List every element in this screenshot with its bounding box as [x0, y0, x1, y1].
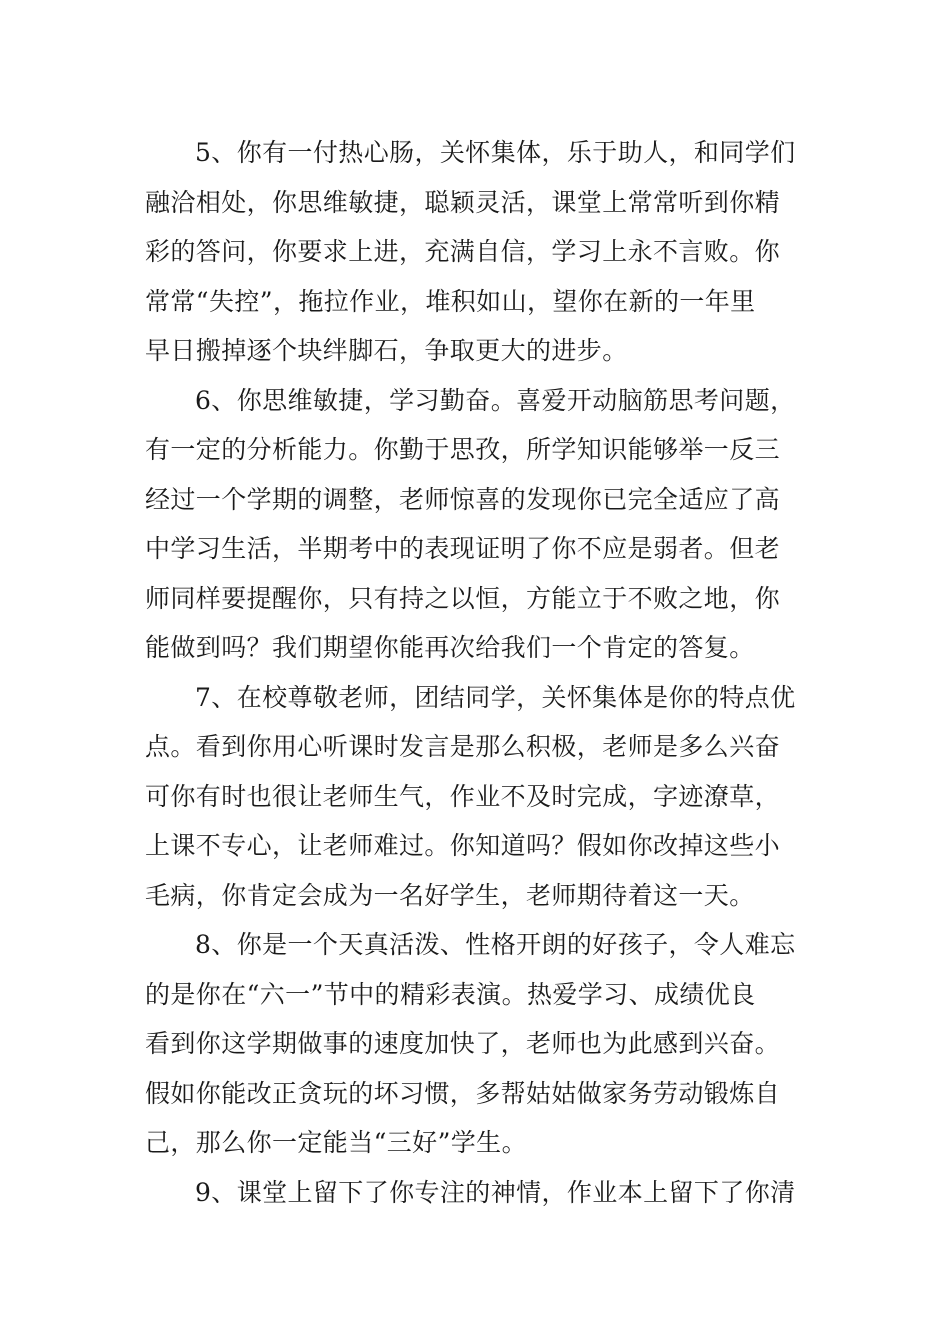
paragraph-7 — [145, 673, 805, 921]
text-line: 己，那么你一定能当“三好”学生。 — [145, 1128, 527, 1157]
text-line: 常常“失控”，拖拉作业，堆积如山，望你在新的一年里 — [145, 286, 756, 316]
text-line: 中学习生活，半期考中的表现证明了你不应是弱者。但老 — [145, 534, 781, 563]
text-line: 7、在校尊敬老师，团结同学，关怀集体是你的特点优 — [195, 682, 796, 712]
text-line: 经过一个学期的调整，老师惊喜的发现你已完全适应了高 — [145, 484, 781, 514]
paragraph-5 — [145, 128, 805, 376]
text-line: 6、你思维敏捷，学习勤奋。喜爱开动脑筋思考问题， — [195, 385, 796, 415]
text-line: 5、你有一付热心肠，关怀集体，乐于助人，和同学们 — [195, 138, 796, 167]
text-line: 师同样要提醒你，只有持之以恒，方能立于不败之地，你 — [145, 583, 781, 613]
text-line: 假如你能改正贪玩的坏习惯，多帮姑姑做家务劳动锻炼自 — [145, 1078, 781, 1108]
text-line: 上课不专心，让老师难过。你知道吗？假如你改掉这些小 — [145, 831, 781, 860]
text-line: 看到你这学期做事的速度加快了，老师也为此感到兴奋。 — [145, 1029, 781, 1058]
document-body — [145, 128, 805, 1217]
text-line: 有一定的分析能力。你勤于思孜，所学知识能够举一反三 — [145, 435, 781, 464]
text-line: 8、你是一个天真活泼、性格开朗的好孩子，令人难忘 — [195, 930, 796, 959]
text-line: 毛病，你肯定会成为一名好学生，老师期待着这一天。 — [145, 880, 755, 910]
text-line: 融洽相处，你思维敏捷，聪颖灵活，课堂上常常听到你精 — [145, 187, 781, 217]
text-line: 能做到吗？我们期望你能再次给我们一个肯定的答复。 — [145, 633, 755, 662]
text-line: 点。看到你用心听课时发言是那么积极，老师是多么兴奋 — [145, 732, 781, 761]
text-line: 可你有时也很让老师生气，作业不及时完成，字迹潦草， — [145, 781, 781, 811]
text-line: 的是你在“六一”节中的精彩表演。热爱学习、成绩优良 — [145, 979, 756, 1009]
paragraph-8 — [145, 920, 805, 1168]
paragraph-6 — [145, 376, 805, 673]
text-line: 彩的答问，你要求上进，充满自信，学习上永不言败。你 — [145, 237, 781, 266]
paragraph-9 — [145, 1168, 805, 1218]
text-line: 9、课堂上留下了你专注的神情，作业本上留下了你清 — [195, 1177, 796, 1207]
text-line: 早日搬掉逐个块绊脚石，争取更大的进步。 — [145, 336, 628, 365]
